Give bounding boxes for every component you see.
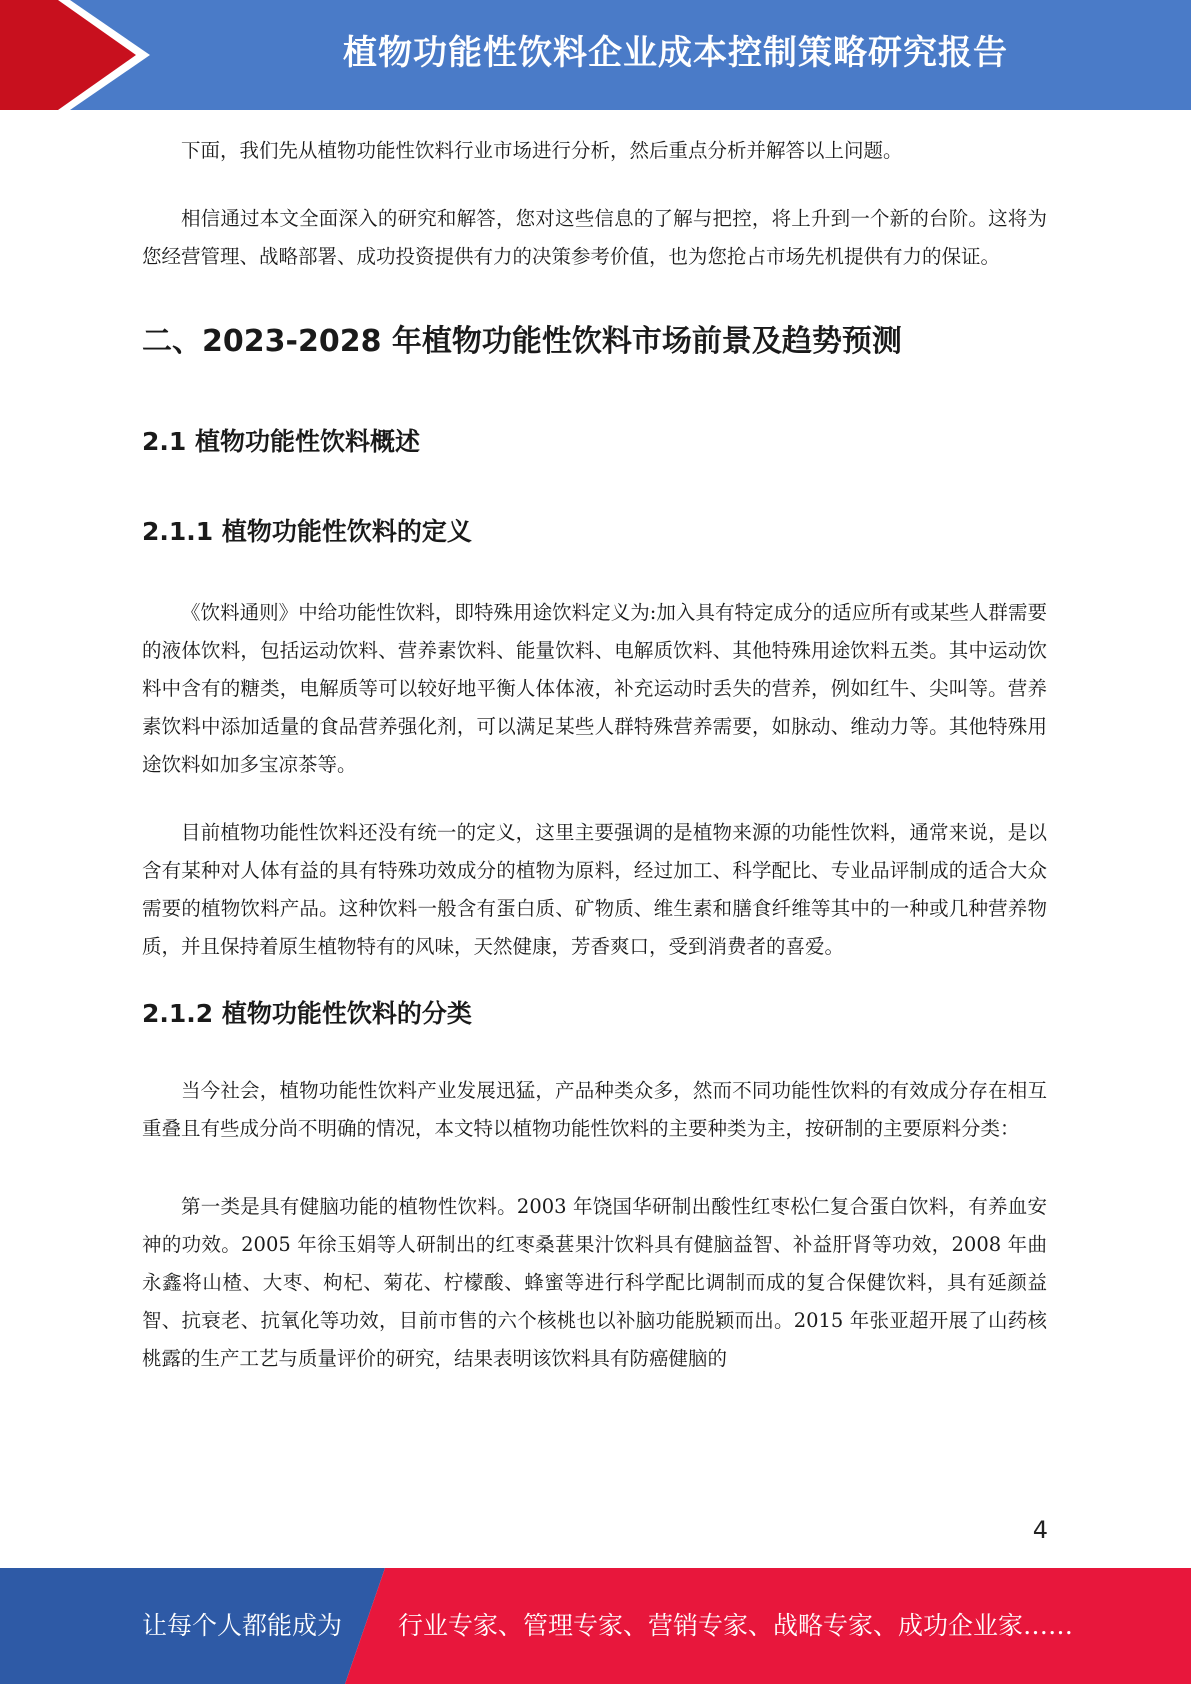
paragraph-definition: 《饮料通则》中给功能性饮料，即特殊用途饮料定义为:加入具有特定成分的适应所有或某些人群需要的液体饮料，包括运动饮料、营养素饮料、能量饮料、电解质饮料、其他特殊用途饮料五类。其中运动饮料中含有的糖类，电解质等可以较好地平衡人体体液，补充运动时丢失的营养，例如红牛、尖叫等。营养素饮料中添加适量的食品营养强化剂，可以满足某些人群特殊营养需要，如脉动、维动力等。其他特殊用途饮料如加多宝凉茶等。 — [142, 601, 1047, 776]
page-number: 4 — [1032, 1516, 1048, 1544]
header-chevron-icon — [0, 0, 160, 110]
paragraph-value: 相信通过本文全面深入的研究和解答，您对这些信息的了解与把控，将上升到一个新的台阶。这将为您经营管理、战略部署、成功投资提供有力的决策参考价值，也为您抢占市场先机提供有力的保证。 — [142, 207, 1047, 268]
paragraph-brain-drinks: 第一类是具有健脑功能的植物性饮料。2003 年饶国华研制出酸性红枣松仁复合蛋白饮料，有养血安神的功效。2005 年徐玉娟等人研制出的红枣桑葚果汁饮料具有健脑益智、补益肝肾等功效，2008 年曲永鑫将山楂、大枣、枸杞、菊花、柠檬酸、蜂蜜等进行科学配比调制而成的复合保健饮料，具有延颜益智、抗衰老、抗氧化等功效，目前市售的六个核桃也以补脑功能脱颖而出。2015 年张亚超开展了山药核桃露的生产工艺与质量评价的研究，结果表明该饮料具有防癌健脑的 — [142, 1195, 1047, 1370]
paragraph-plant-definition: 目前植物功能性饮料还没有统一的定义，这里主要强调的是植物来源的功能性饮料，通常来说，是以含有某种对人体有益的具有特殊功效成分的植物为原料，经过加工、科学配比、专业品评制成的适合大众需要的植物饮料产品。这种饮料一般含有蛋白质、矿物质、维生素和膳食纤维等其中的一种或几种营养物质，并且保持着原生植物特有的风味，天然健康，芳香爽口，受到消费者的喜爱。 — [142, 821, 1047, 958]
footer-slogan-left: 让每个人都能成为 — [142, 1611, 343, 1640]
section-heading: 二、2023-2028 年植物功能性饮料市场前景及趋势预测 — [142, 324, 902, 359]
document-title: 植物功能性饮料企业成本控制策略研究报告 — [343, 33, 1008, 73]
subsection-heading-2-1-1: 2.1.1 植物功能性饮料的定义 — [142, 517, 472, 546]
footer-bar — [0, 1568, 1191, 1684]
footer-slogan-right: 行业专家、管理专家、营销专家、战略专家、成功企业家…… — [398, 1611, 1074, 1640]
paragraph-intro: 下面，我们先从植物功能性饮料行业市场进行分析，然后重点分析并解答以上问题。 — [181, 139, 903, 162]
document-body — [142, 130, 1047, 1378]
subsection-heading-2-1-2: 2.1.2 植物功能性饮料的分类 — [142, 999, 472, 1028]
header-bar — [0, 0, 1191, 110]
paragraph-classification: 当今社会，植物功能性饮料产业发展迅猛，产品种类众多，然而不同功能性饮料的有效成分存在相互重叠且有些成分尚不明确的情况，本文特以植物功能性饮料的主要种类为主，按研制的主要原料分类： — [142, 1079, 1047, 1140]
subsection-heading-2-1: 2.1 植物功能性饮料概述 — [142, 427, 420, 456]
